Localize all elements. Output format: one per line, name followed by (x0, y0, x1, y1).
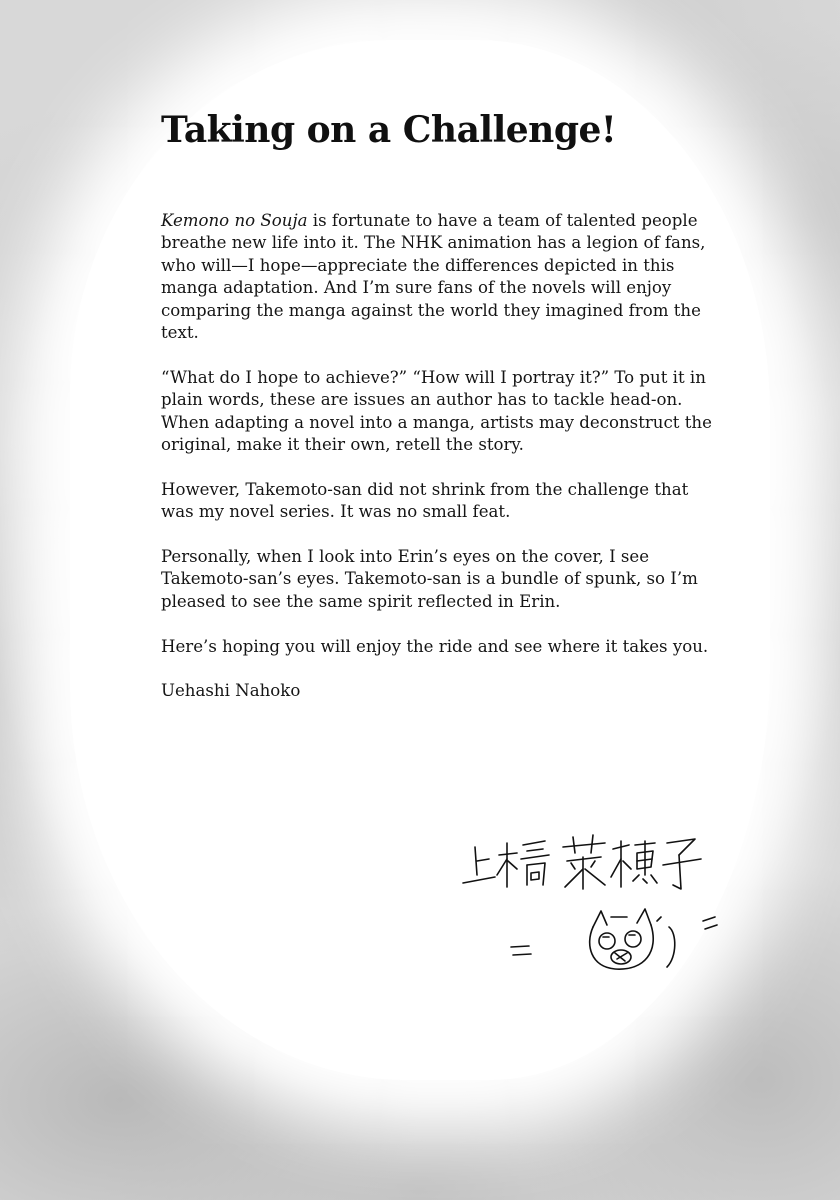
book-title: Kemono no Souja (161, 211, 308, 230)
paragraph-2: “What do I hope to achieve?” “How will I portray it?” To put it in plain words, these are issues an author has to tackle head-on. When adapting a novel into a manga, artists may deconstruct the original, make it their own, retell the story. (161, 367, 712, 455)
article-body (161, 210, 721, 703)
paragraph-1-text: is fortunate to have a team of talented people breathe new life into it. The NHK animation has a legion of fans, who will—I hope—appreciate the differences depicted in this manga adaptation. And I’m sure fans of the novels will enjoy comparing the manga against the world they imagined from the text. (161, 211, 706, 343)
handwritten-signature (455, 825, 735, 985)
paragraph-4: Personally, when I look into Erin’s eyes on the cover, I see Takemoto-san’s eyes. Takemoto-san is a bundle of spunk, so I’m pleased to see the same spirit reflected in Erin. (161, 547, 698, 611)
page-title: Taking on a Challenge! (161, 109, 617, 151)
paragraph-5: Here’s hoping you will enjoy the ride and see where it takes you. (161, 636, 709, 656)
author-name: Uehashi Nahoko (161, 681, 301, 701)
paragraph-3: However, Takemoto-san did not shrink from the challenge that was my novel series. It was no small feat. (161, 479, 689, 522)
paragraph-1 (161, 210, 721, 344)
article (161, 100, 721, 703)
